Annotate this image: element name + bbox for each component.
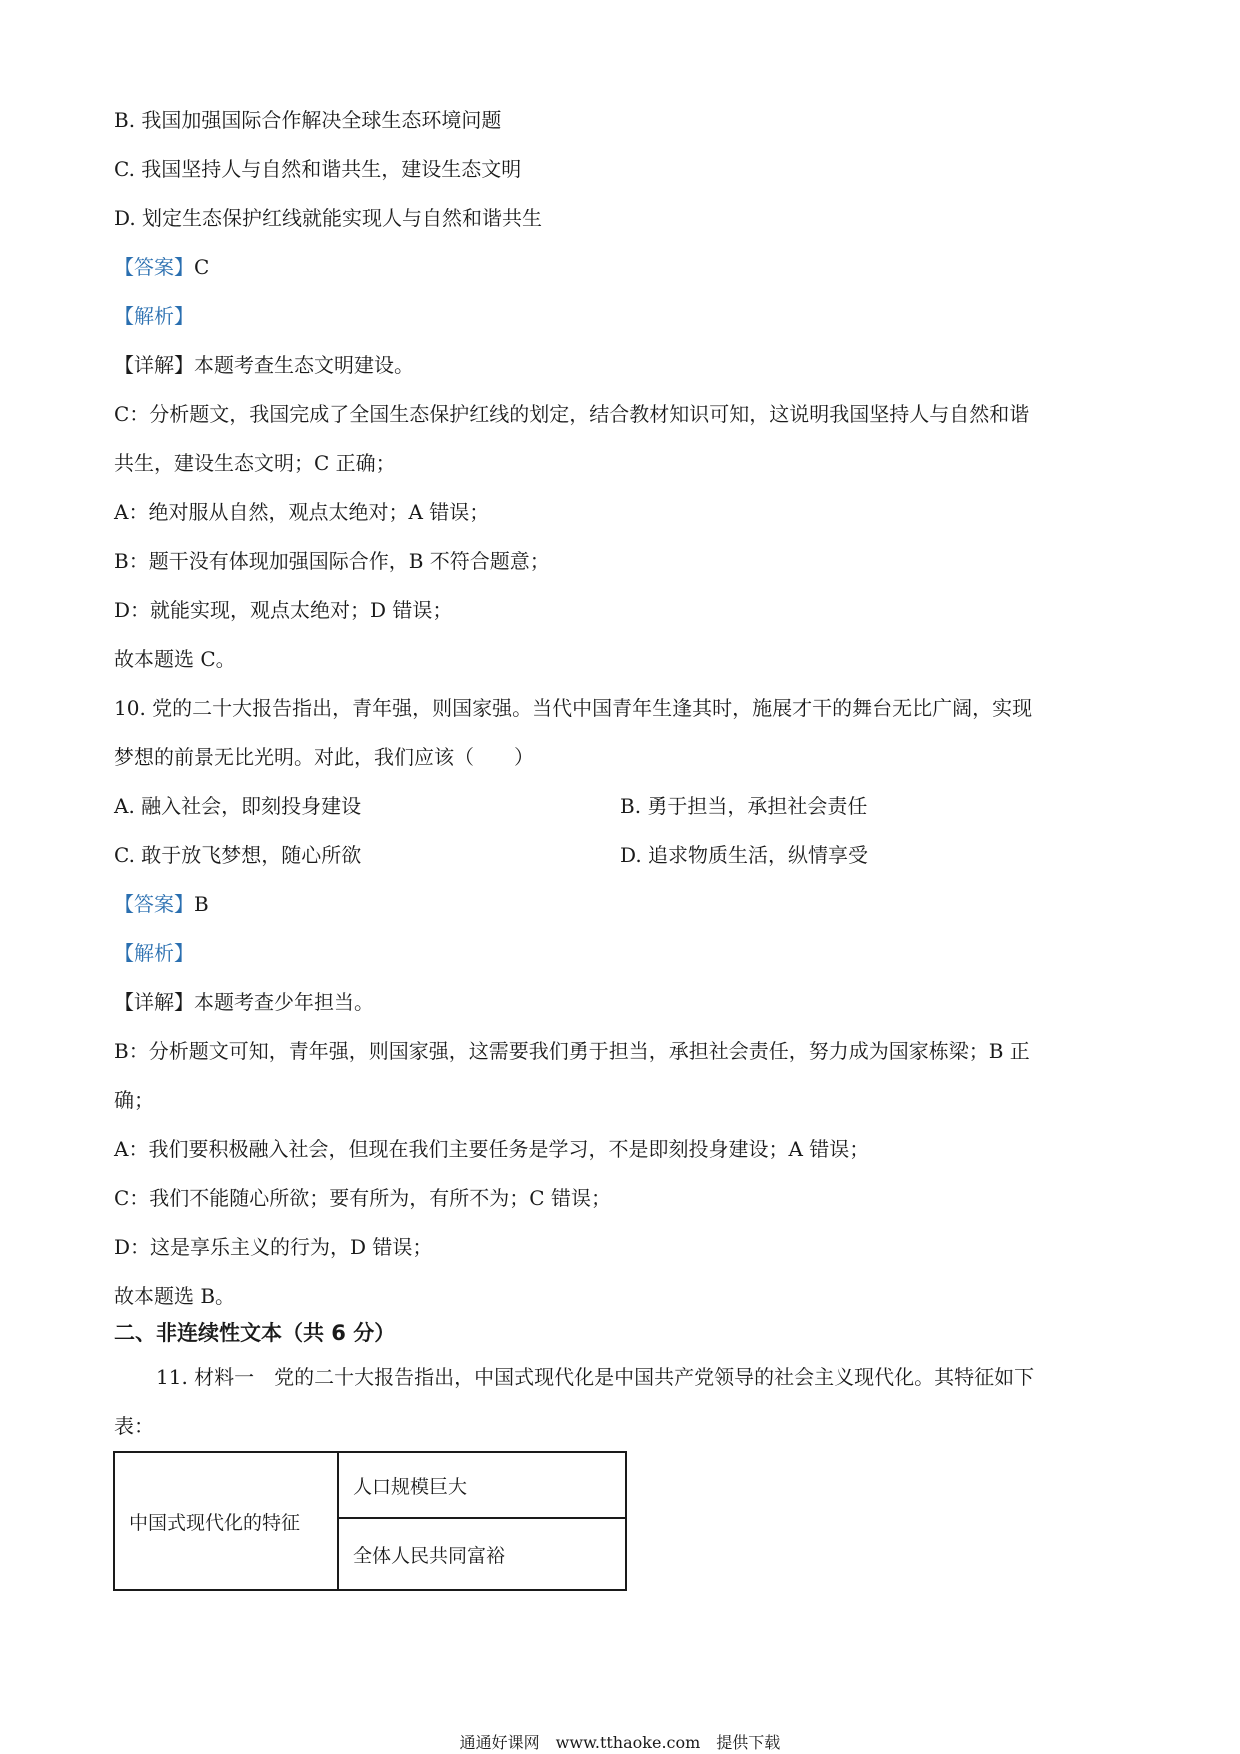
answer-value: B — [194, 892, 209, 916]
q9-c-line1: C：分析题文，我国完成了全国生态保护红线的划定，结合教材知识可知，这说明我国坚持人与自然和谐 — [114, 402, 1030, 426]
q10-stem-line1: 10. 党的二十大报告指出，青年强，则国家强。当代中国青年生逢其时，施展才干的舞台无比广阔，实现 — [114, 696, 1033, 720]
q10-d-line: D：这是享乐主义的行为，D 错误； — [114, 1235, 433, 1259]
table-cell: 人口规模巨大 — [338, 1452, 626, 1518]
q11-stem-line2: 表： — [114, 1414, 154, 1438]
answer-tag: 【答案】 — [114, 892, 194, 916]
q10-answer — [114, 890, 209, 918]
answer-tag: 【答案】 — [114, 255, 194, 279]
q10-c-line: C：我们不能随心所欲；要有所为，有所不为；C 错误； — [114, 1186, 611, 1210]
q10-b-line2: 确； — [114, 1088, 154, 1112]
q10-option-b: B. 勇于担当，承担社会责任 — [620, 794, 868, 818]
q9-option-d: D. 划定生态保护红线就能实现人与自然和谐共生 — [114, 206, 543, 230]
q9-option-c: C. 我国坚持人与自然和谐共生，建设生态文明 — [114, 157, 522, 181]
q10-analysis-tag: 【解析】 — [114, 941, 194, 965]
footer: 通通好课网 www.tthaoke.com 提供下载 — [459, 1733, 781, 1752]
q10-conclusion: 故本题选 B。 — [114, 1284, 236, 1308]
q9-answer — [114, 253, 209, 281]
table-header-cell: 中国式现代化的特征 — [114, 1452, 338, 1590]
answer-value: C — [194, 255, 210, 279]
section-heading: 二、非连续性文本（共 6 分） — [114, 1321, 396, 1345]
q10-option-d: D. 追求物质生活，纵情享受 — [620, 843, 869, 867]
q9-d-line: D：就能实现，观点太绝对；D 错误； — [114, 598, 453, 622]
q10-b-line1: B：分析题文可知，青年强，则国家强，这需要我们勇于担当，承担社会责任，努力成为国家栋梁；B 正 — [114, 1039, 1030, 1063]
q9-b-line: B：题干没有体现加强国际合作，B 不符合题意； — [114, 549, 550, 573]
q10-option-c: C. 敢于放飞梦想，随心所欲 — [114, 843, 362, 867]
q9-detail: 【详解】本题考查生态文明建设。 — [114, 353, 414, 377]
q10-stem-line2: 梦想的前景无比光明。对此，我们应该（ ） — [114, 745, 534, 769]
q10-detail: 【详解】本题考查少年担当。 — [114, 990, 374, 1014]
q9-option-b: B. 我国加强国际合作解决全球生态环境问题 — [114, 108, 502, 132]
q9-c-line2: 共生，建设生态文明；C 正确； — [114, 451, 396, 475]
q11-stem-line1: 11. 材料一 党的二十大报告指出，中国式现代化是中国共产党领导的社会主义现代化。其特征如下 — [156, 1365, 1035, 1389]
q10-a-line: A：我们要积极融入社会，但现在我们主要任务是学习，不是即刻投身建设；A 错误； — [114, 1137, 870, 1161]
q9-analysis-tag: 【解析】 — [114, 304, 194, 328]
features-table — [113, 1451, 627, 1591]
q9-a-line: A：绝对服从自然，观点太绝对；A 错误； — [114, 500, 490, 524]
q9-conclusion: 故本题选 C。 — [114, 647, 236, 671]
q10-option-a: A. 融入社会，即刻投身建设 — [114, 794, 362, 818]
table-cell: 全体人民共同富裕 — [338, 1518, 626, 1590]
